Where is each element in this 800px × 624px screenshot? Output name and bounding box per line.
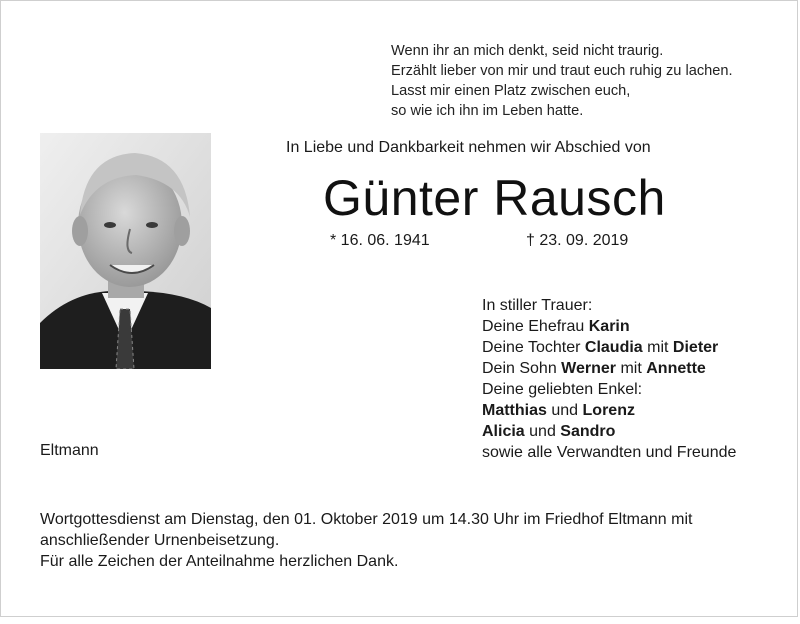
grandchildren-heading: Deine geliebten Enkel: (482, 381, 643, 398)
mourner-line-son (482, 358, 736, 379)
place-name: Eltmann (40, 442, 99, 459)
notice-line: Wortgottesdienst am Dienstag, den 01. Oktober 2019 um 14.30 Uhr im Friedhof Eltmann mit (40, 511, 693, 528)
mourner-name: Matthias (482, 402, 547, 419)
mourner-name: Lorenz (582, 402, 635, 419)
portrait-photo (40, 133, 211, 369)
service-notice (40, 509, 692, 572)
death-date: † 23. 09. 2019 (526, 232, 629, 249)
deceased-name: Günter Rausch (323, 170, 666, 226)
mourner-name: Dieter (672, 339, 719, 356)
mourner-name: Claudia (584, 339, 643, 356)
poem-line: Wenn ihr an mich denkt, seid nicht traurig. (391, 43, 664, 59)
connector-text: mit (620, 360, 642, 377)
connector-text: und (529, 423, 556, 440)
mourner-line-daughter (482, 337, 736, 358)
mourner-name: Karin (588, 318, 630, 335)
poem-line: so wie ich ihn im Leben hatte. (391, 103, 584, 119)
birth-date: * 16. 06. 1941 (330, 232, 430, 249)
poem (391, 41, 733, 121)
portrait-image (40, 133, 211, 369)
mourner-relation: Deine Ehefrau (482, 318, 585, 335)
mourner-relation: Dein Sohn (482, 360, 557, 377)
grandchildren-line (482, 400, 736, 421)
mourners-list (482, 295, 736, 463)
poem-line: Erzählt lieber von mir und traut euch ruhig zu lachen. (391, 63, 733, 79)
farewell-intro: In Liebe und Dankbarkeit nehmen wir Abschied von (286, 139, 651, 156)
mourner-name: Sandro (560, 423, 616, 440)
mourner-line-wife (482, 316, 736, 337)
mourner-relation: Deine Tochter (482, 339, 581, 356)
poem-line: Lasst mir einen Platz zwischen euch, (391, 83, 631, 99)
grandchildren-line (482, 421, 736, 442)
mourners-heading: In stiller Trauer: (482, 297, 593, 314)
connector-text: mit (647, 339, 669, 356)
mourner-name: Werner (561, 360, 617, 377)
mourner-name: Alicia (482, 423, 525, 440)
notice-line: Für alle Zeichen der Anteilnahme herzlichen Dank. (40, 553, 399, 570)
mourner-name: Annette (646, 360, 706, 377)
relatives-line: sowie alle Verwandten und Freunde (482, 444, 737, 461)
connector-text: und (551, 402, 579, 419)
notice-line: anschließender Urnenbeisetzung. (40, 532, 280, 549)
